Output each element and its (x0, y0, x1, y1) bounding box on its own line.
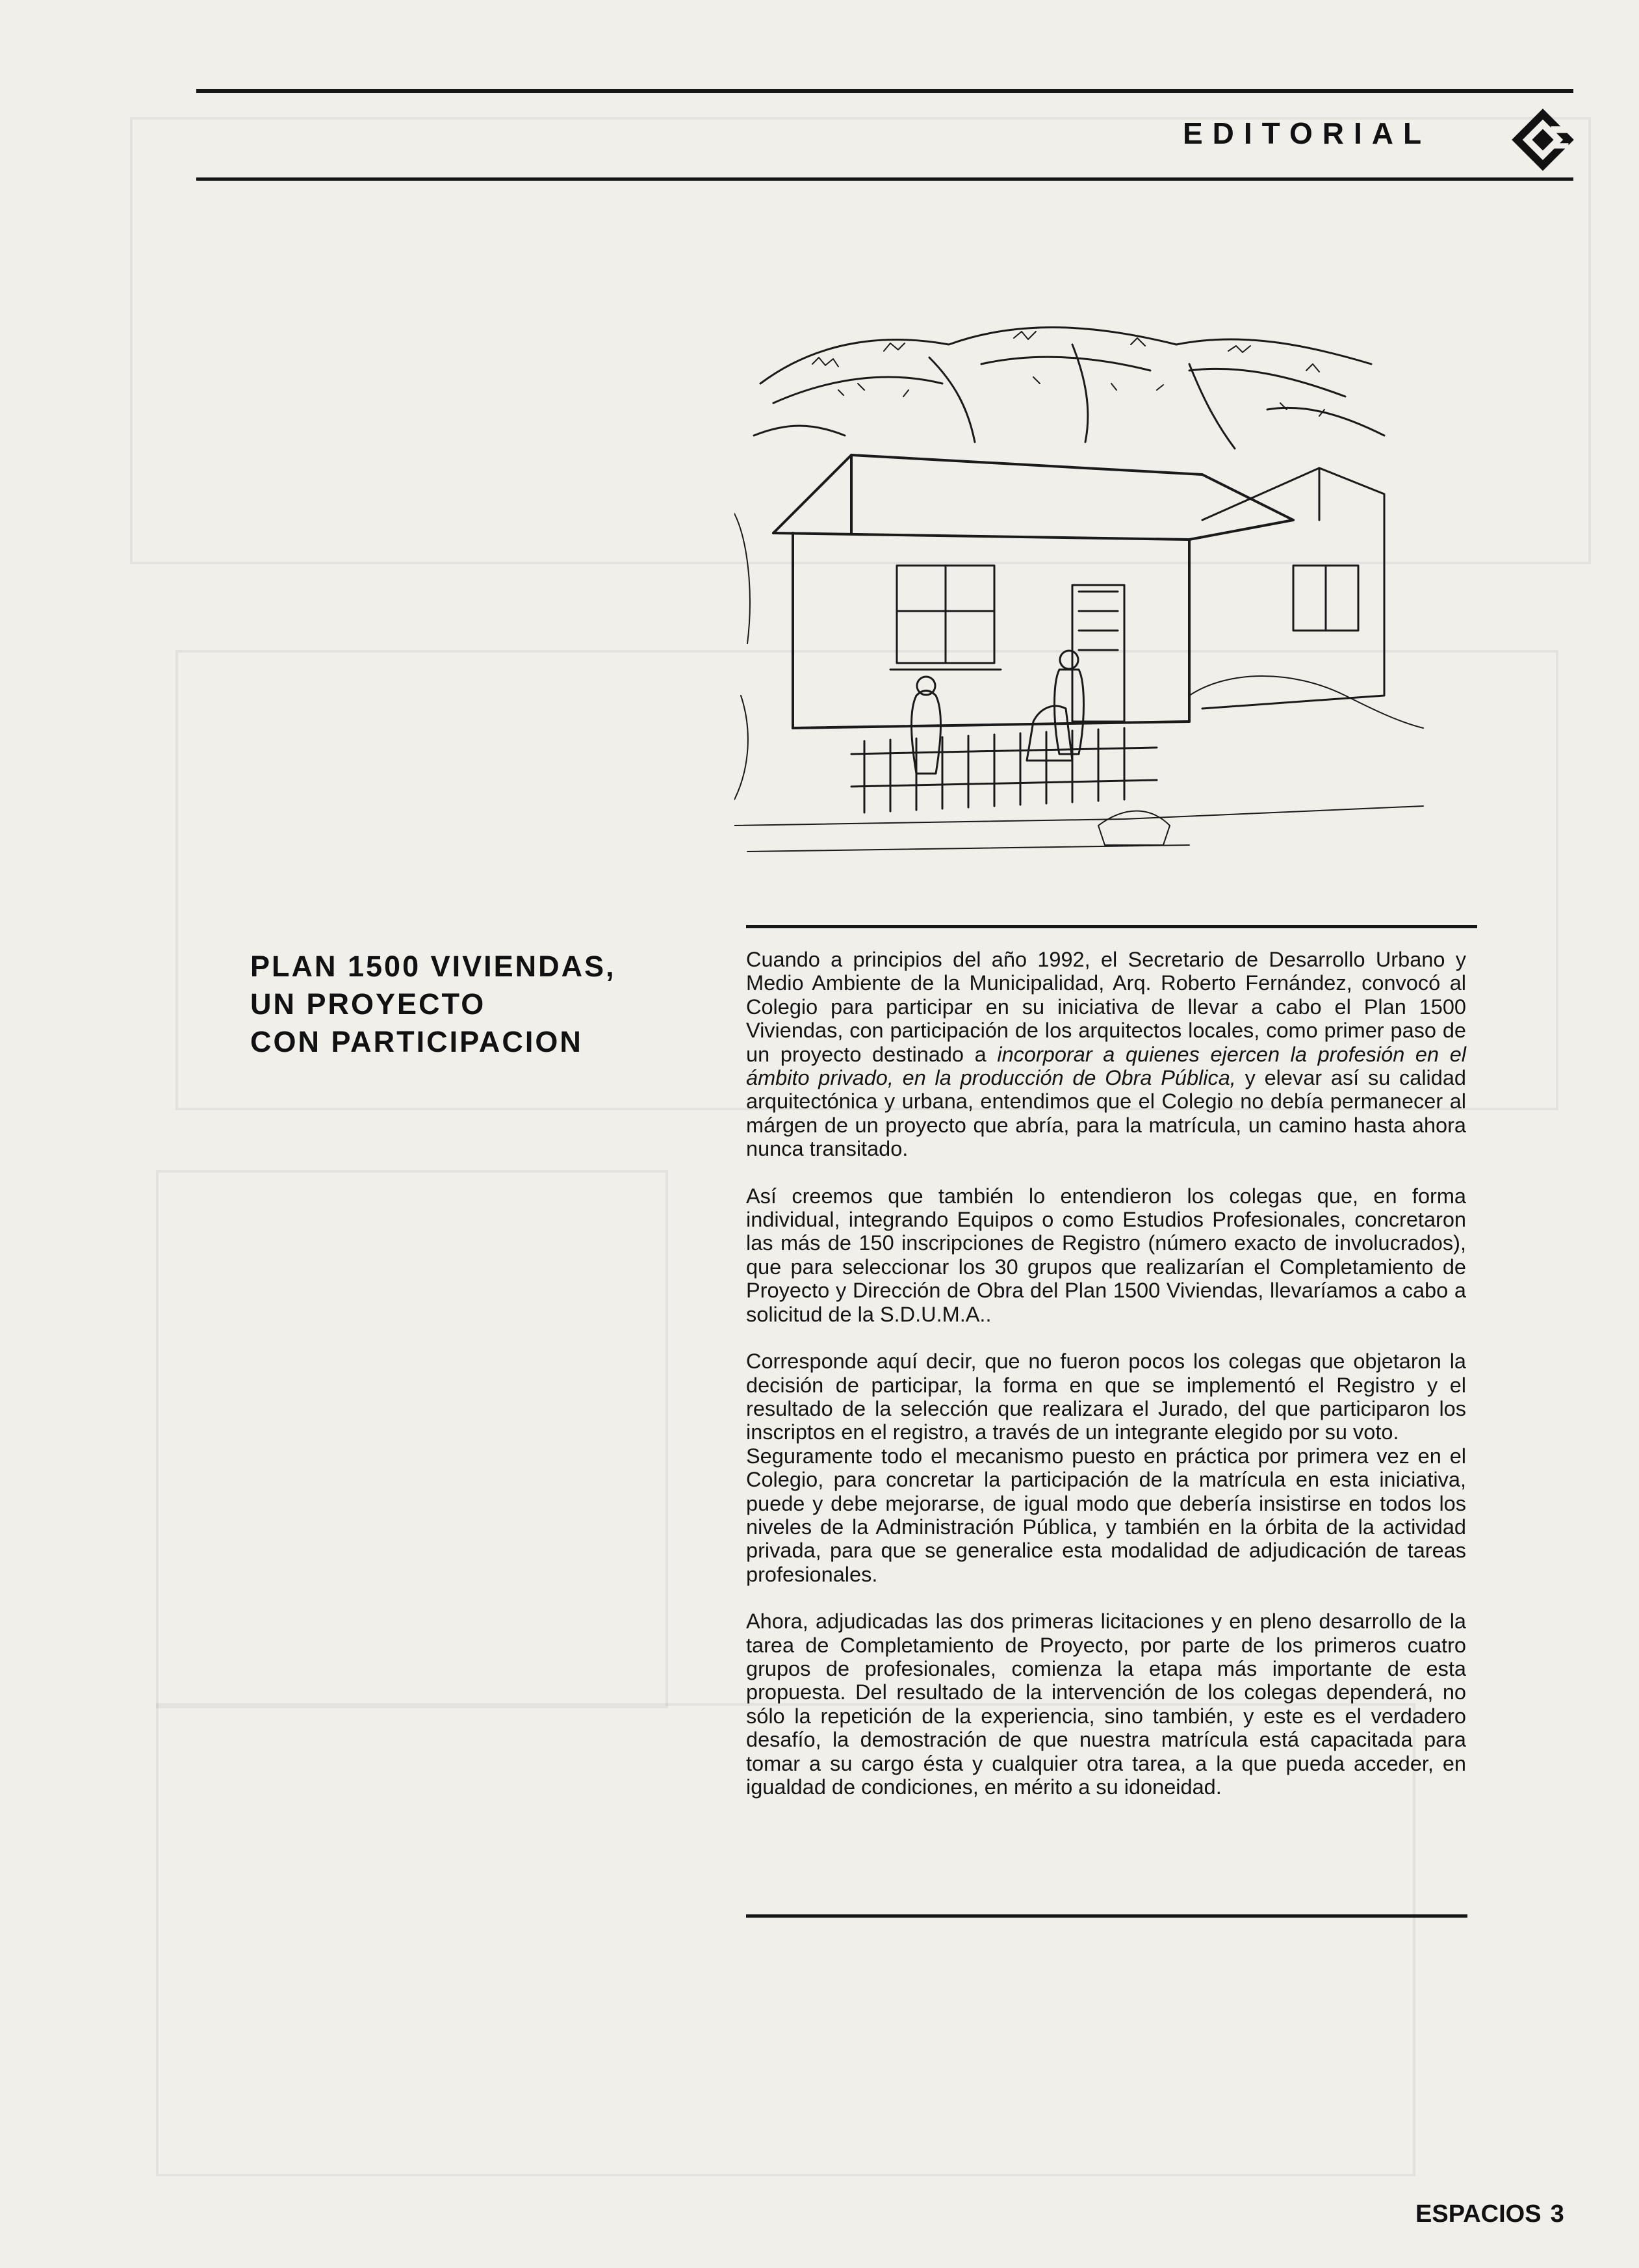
headline-line: PLAN 1500 VIVIENDAS, (250, 950, 616, 983)
section-label: EDITORIAL (1183, 116, 1432, 150)
page-number: 3 (1550, 2200, 1564, 2228)
article-top-rule (746, 925, 1477, 928)
paragraph-text: y elevar así su calidad arquitectónica y urbana, entendimos que el Colegio no debía permanecer al márgen de un proyecto que abría, para la matrícula, un camino hasta ahora nunca transitado. (746, 1066, 1466, 1161)
headline-line: CON PARTICIPACION (250, 1025, 583, 1058)
paragraph-text: Cuando a principios del año 1992, el Secretario de Desarrollo Urbano y Medio Ambiente de la Municipalidad, Arq. Roberto Fernández, convocó al Colegio para participar en su iniciativa de llevar a cabo el Plan 1500 Viviendas, con participación de los arquitectos locales, como primer paso de un proyecto destinado a (746, 948, 1466, 1066)
article-paragraph: Seguramente todo el mecanismo puesto en práctica por primera vez en el Colegio, para concretar la participación de la matrícula en esta iniciativa, puede y debe mejorarse, de igual modo que debería insistirse en todos los niveles de la Administración Pública, y también en la órbita de la actividad privada, para que se generalice esta modalidad de adjudicación de tareas profesionales. (746, 1444, 1466, 1586)
article-paragraph: Corresponde aquí decir, que no fueron pocos los colegas que objetaron la decisión de participar, la forma en que se implementó el Registro y el resultado de la selección que realizara el Jurado, del que participaron los inscriptos en el registro, a través de un integrante elegido por su voto. (746, 1349, 1466, 1444)
magazine-name: ESPACIOS (1415, 2200, 1542, 2228)
show-through-lettering (383, 247, 481, 359)
show-through-panel-lower-left (156, 1170, 668, 1708)
paragraph-emphasis: incorporar a quienes ejercen la profesión en el ámbito privado, en la producción de Obra Pública, (746, 1042, 1466, 1090)
headline-line: UN PROYECTO (250, 987, 486, 1021)
header-top-rule (196, 89, 1573, 93)
page-folio (1415, 2200, 1564, 2228)
article-body (746, 948, 1466, 1822)
article-headline (250, 948, 692, 1061)
article-bottom-rule (746, 1914, 1467, 1918)
article-paragraph (746, 948, 1466, 1161)
diamond-arrow-logo-icon (1509, 106, 1577, 174)
article-paragraph: Así creemos que también lo entendieron los colegas que, en forma individual, integrando Equipos o como Estudios Profesionales, concretaron las más de 150 inscripciones de Registro (número exacto de involucrados), que para seleccionar los 30 grupos que realizarían el Completamiento de Proyecto y Dirección de Obra del Plan 1500 Viviendas, llevaríamos a cabo a solicitud de la S.D.U.M.A.. (746, 1184, 1466, 1326)
article-paragraph: Ahora, adjudicadas las dos primeras licitaciones y en pleno desarrollo de la tarea de Completamiento de Proyecto, por parte de los primeros cuatro grupos de profesionales, comienza la etapa más importante de esta propuesta. Del resultado de la intervención de los colegas dependerá, no sólo la repetición de la experiencia, sino también, y este es el verdadero desafío, la demostración de que nuestra matrícula está capacitada para tomar a su cargo ésta y cualquier otra tarea, a la que pueda acceder, en igualdad de condiciones, en mérito a su idoneidad. (746, 1610, 1466, 1799)
house-sketch-illustration (734, 306, 1462, 878)
header-bottom-rule (196, 177, 1573, 181)
